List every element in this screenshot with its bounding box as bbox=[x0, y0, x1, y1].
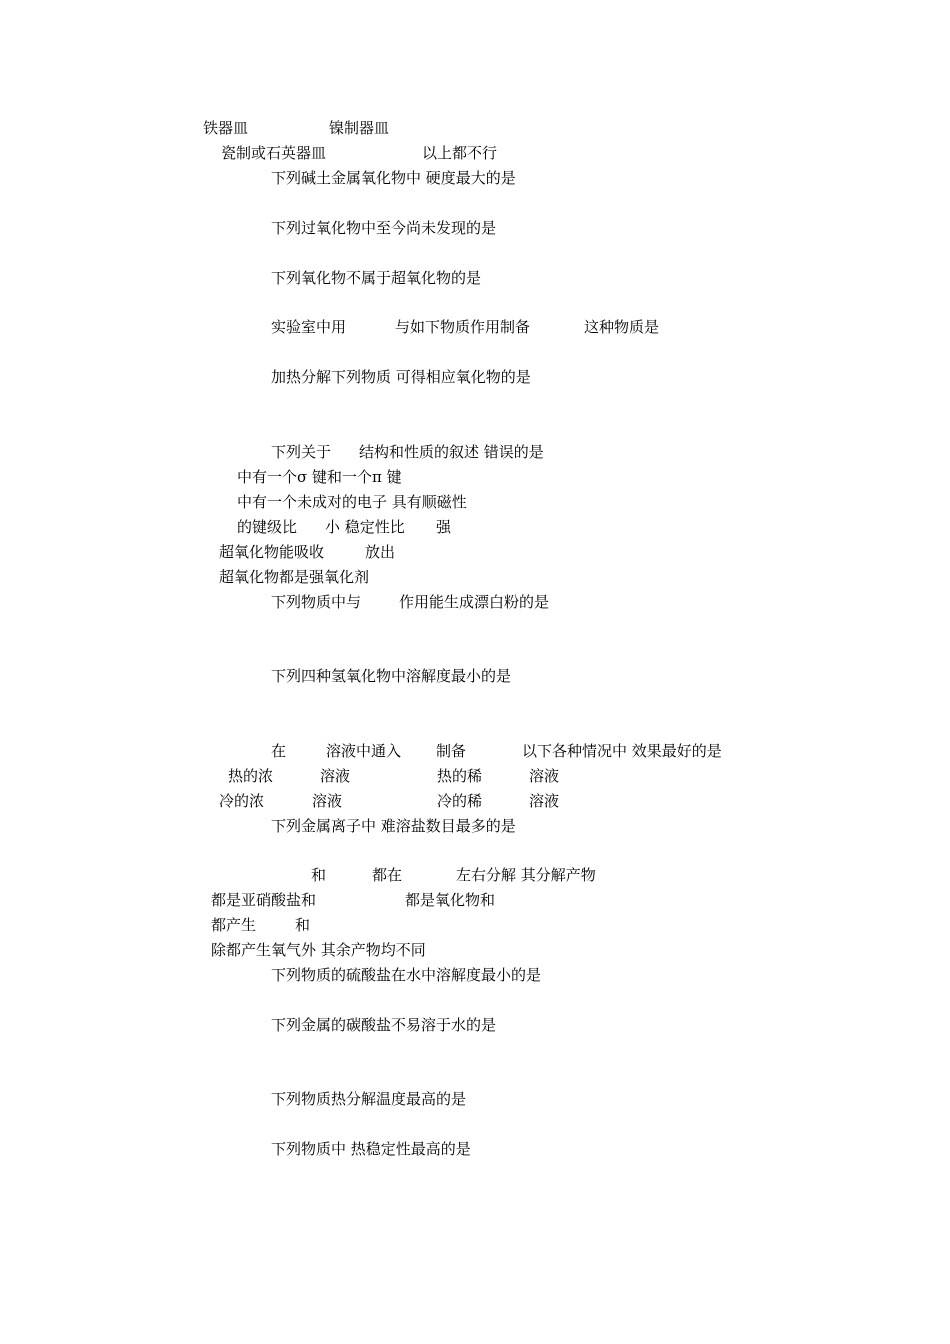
q8-stem-part-b: 作用能生成漂白粉的是 bbox=[399, 593, 550, 611]
q10-option-d-part-2: 溶液 bbox=[529, 792, 560, 810]
q1-option-none: 以上都不行 bbox=[422, 144, 498, 162]
q10-stem-part-d: 以下各种情况中 效果最好的是 bbox=[522, 742, 722, 760]
q10-option-c-part-1: 冷的浓 bbox=[219, 792, 265, 810]
q12-option-a-part-2: 都是氧化物和 bbox=[405, 891, 496, 909]
q12-stem-part-a: 和 bbox=[311, 866, 327, 884]
q7-option-c-part-2: 小 稳定性比 bbox=[325, 518, 405, 536]
q5-stem-part-a: 实验室中用 bbox=[271, 318, 347, 336]
q7-option-c-part-1: 的键级比 bbox=[237, 518, 298, 536]
q7-stem-part-a: 下列关于 bbox=[271, 443, 332, 461]
q7-option-b: 中有一个未成对的电子 具有顺磁性 bbox=[237, 493, 467, 511]
q11-stem: 下列金属离子中 难溶盐数目最多的是 bbox=[271, 817, 516, 835]
q15-stem: 下列物质热分解温度最高的是 bbox=[271, 1090, 467, 1108]
q5-stem-part-c: 这种物质是 bbox=[584, 318, 660, 336]
q1-option-ceramic-quartz-dish: 瓷制或石英器皿 bbox=[221, 144, 327, 162]
q8-stem-part-a: 下列物质中与 bbox=[271, 593, 362, 611]
q1-option-nickel-dish: 镍制器皿 bbox=[329, 119, 390, 137]
q12-option-b-part-2: 和 bbox=[295, 916, 311, 934]
q7-option-a: 中有一个σ 键和一个π 键 bbox=[237, 468, 402, 486]
q12-option-b-part-1: 都产生 bbox=[211, 916, 257, 934]
q7-option-c-part-3: 强 bbox=[436, 518, 452, 536]
q12-option-c: 除都产生氧气外 其余产物均不同 bbox=[211, 941, 426, 959]
q7-option-d-part-1: 超氧化物能吸收 bbox=[219, 543, 325, 561]
q10-stem-part-c: 制备 bbox=[436, 742, 467, 760]
q10-option-d-part-1: 冷的稀 bbox=[437, 792, 483, 810]
q5-stem-part-b: 与如下物质作用制备 bbox=[395, 318, 531, 336]
q12-stem-part-b: 都在 bbox=[372, 866, 403, 884]
q10-option-a-part-1: 热的浓 bbox=[228, 767, 274, 785]
q12-option-a-part-1: 都是亚硝酸盐和 bbox=[211, 891, 317, 909]
q10-stem-part-a: 在 bbox=[271, 742, 287, 760]
q10-option-b-part-2: 溶液 bbox=[529, 767, 560, 785]
q10-option-b-part-1: 热的稀 bbox=[437, 767, 483, 785]
q2-stem: 下列碱土金属氧化物中 硬度最大的是 bbox=[271, 169, 516, 187]
q12-stem-part-c: 左右分解 其分解产物 bbox=[456, 866, 596, 884]
q10-stem-part-b: 溶液中通入 bbox=[326, 742, 402, 760]
q3-stem: 下列过氧化物中至今尚未发现的是 bbox=[271, 219, 497, 237]
q16-stem: 下列物质中 热稳定性最高的是 bbox=[271, 1140, 471, 1158]
q7-option-e: 超氧化物都是强氧化剂 bbox=[219, 568, 370, 586]
q1-option-iron-dish: 铁器皿 bbox=[203, 119, 249, 137]
q4-stem: 下列氧化物不属于超氧化物的是 bbox=[271, 269, 482, 287]
q6-stem: 加热分解下列物质 可得相应氧化物的是 bbox=[271, 368, 531, 386]
q13-stem: 下列物质的硫酸盐在水中溶解度最小的是 bbox=[271, 966, 542, 984]
q7-stem-part-b: 结构和性质的叙述 错误的是 bbox=[359, 443, 544, 461]
q9-stem: 下列四种氢氧化物中溶解度最小的是 bbox=[271, 667, 512, 685]
q7-option-d-part-2: 放出 bbox=[365, 543, 396, 561]
q10-option-a-part-2: 溶液 bbox=[320, 767, 351, 785]
q10-option-c-part-2: 溶液 bbox=[312, 792, 343, 810]
q14-stem: 下列金属的碳酸盐不易溶于水的是 bbox=[271, 1016, 497, 1034]
